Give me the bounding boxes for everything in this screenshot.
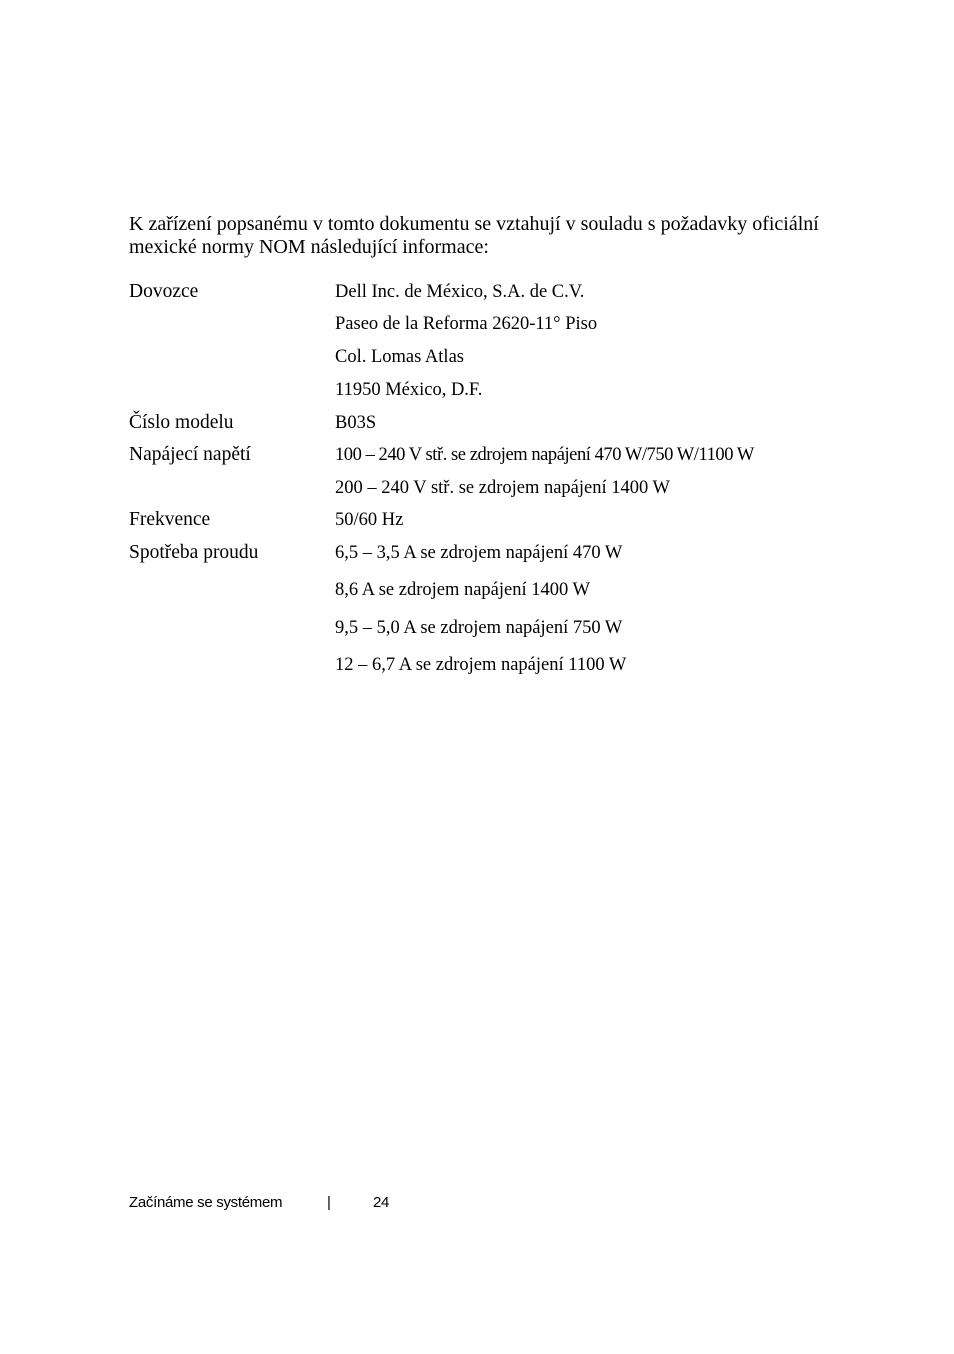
footer-page-number: 24 bbox=[373, 1194, 390, 1211]
label-model-number: Číslo modelu bbox=[129, 412, 234, 433]
intro-paragraph: K zařízení popsanému v tomto dokumentu se vztahují v souladu s požadavky oficiální mexické normy NOM následující informace: bbox=[129, 213, 819, 258]
label-supply-voltage: Napájecí napětí bbox=[129, 444, 251, 465]
value-current-draw-line-1: 6,5 – 3,5 A se zdrojem napájení 470 W bbox=[335, 543, 623, 563]
value-importer-line-1: Dell Inc. de México, S.A. de C.V. bbox=[335, 282, 585, 302]
value-current-draw-line-4: 12 – 6,7 A se zdrojem napájení 1100 W bbox=[335, 655, 627, 675]
footer-separator: | bbox=[327, 1194, 331, 1211]
label-current-draw: Spotřeba proudu bbox=[129, 542, 259, 563]
value-current-draw-line-2: 8,6 A se zdrojem napájení 1400 W bbox=[335, 580, 591, 600]
value-frequency: 50/60 Hz bbox=[335, 510, 404, 530]
value-model-number: B03S bbox=[335, 413, 377, 433]
value-importer-line-2: Paseo de la Reforma 2620-11° Piso bbox=[335, 314, 598, 334]
value-supply-voltage-line-1: 100 – 240 V stř. se zdrojem napájení 470 W/750 W/1100 W bbox=[335, 445, 754, 465]
label-frequency: Frekvence bbox=[129, 509, 211, 530]
value-importer-line-3: Col. Lomas Atlas bbox=[335, 347, 464, 367]
value-importer-line-4: 11950 México, D.F. bbox=[335, 380, 483, 400]
value-supply-voltage-line-2: 200 – 240 V stř. se zdrojem napájení 1400 W bbox=[335, 478, 671, 498]
value-current-draw-line-3: 9,5 – 5,0 A se zdrojem napájení 750 W bbox=[335, 618, 623, 638]
footer-section-title: Začínáme se systémem bbox=[129, 1194, 283, 1211]
label-importer: Dovozce bbox=[129, 281, 199, 302]
